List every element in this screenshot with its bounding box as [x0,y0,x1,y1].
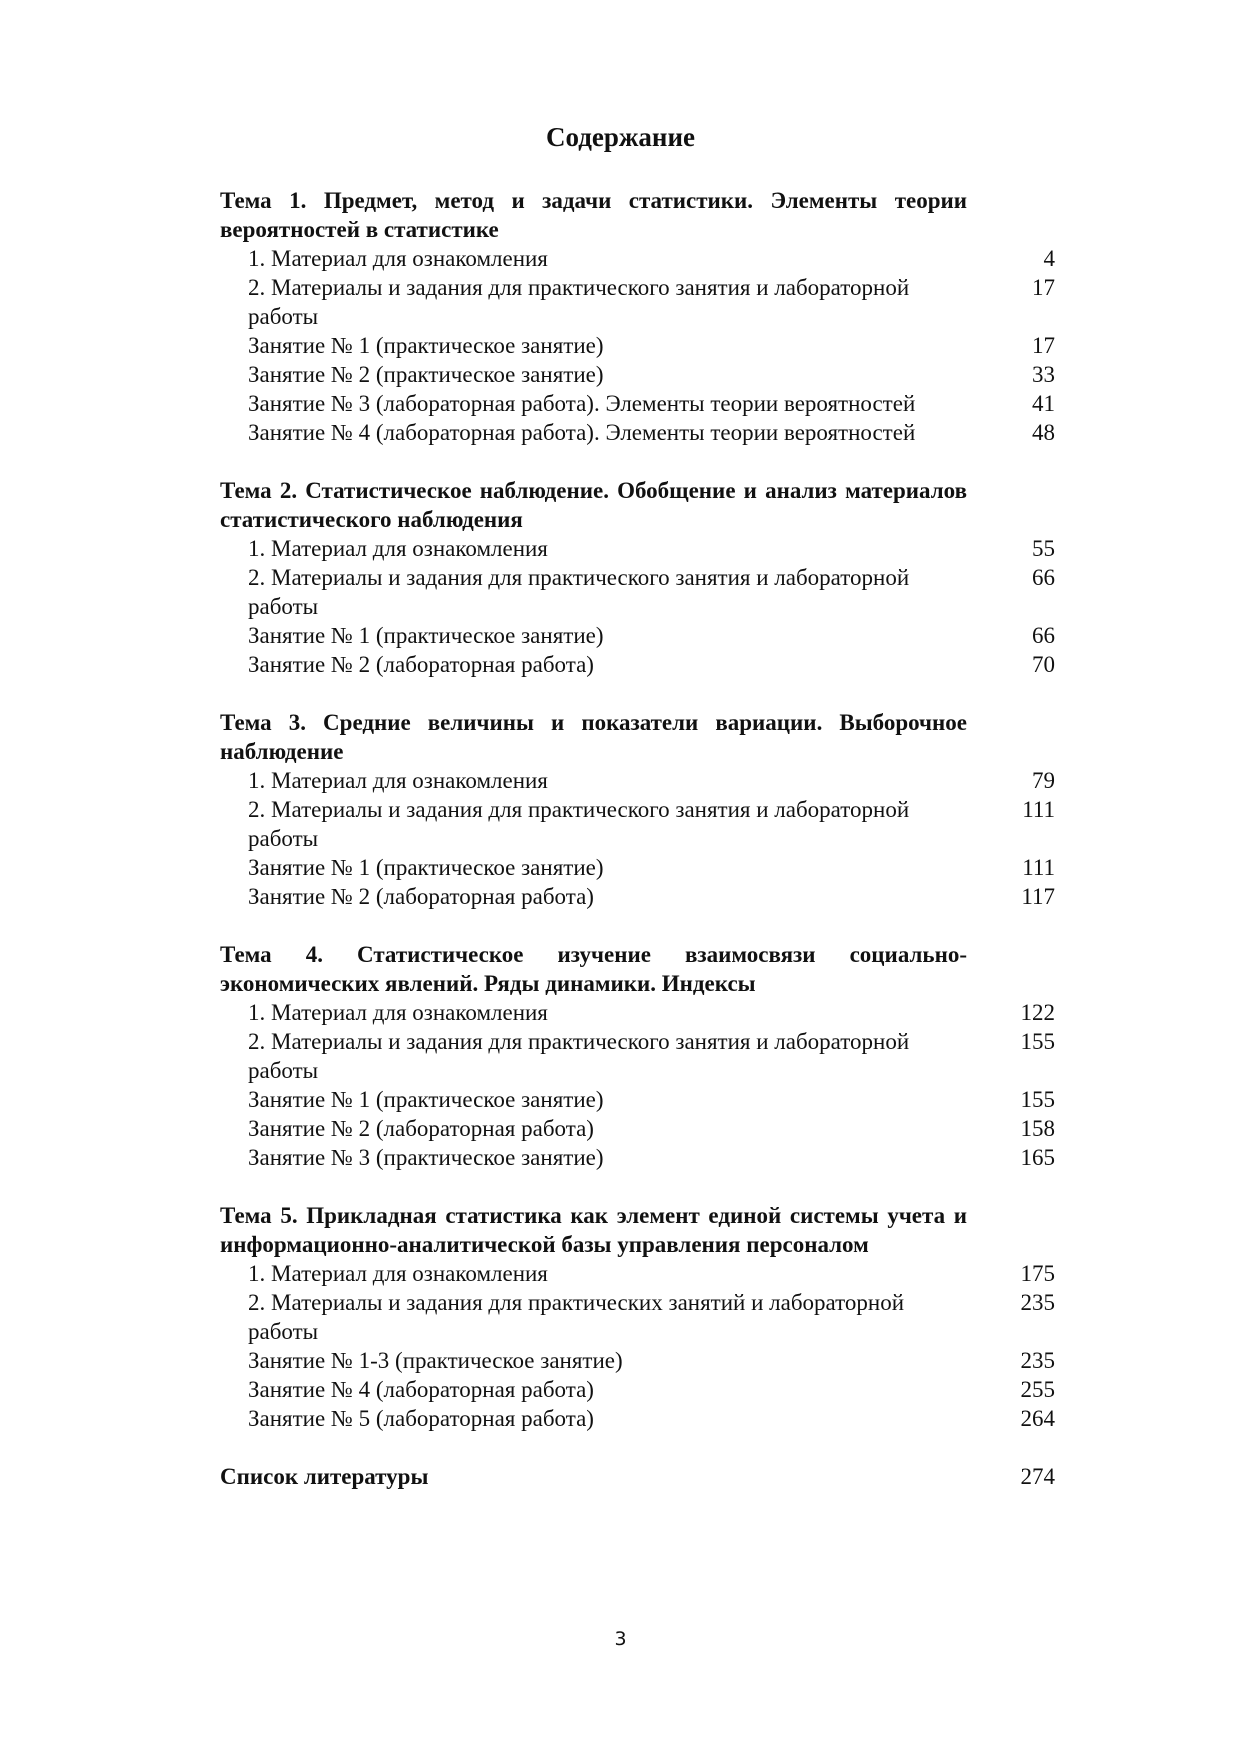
entry-text: 1. Материал для ознакомления [248,536,548,561]
toc-entry [220,650,1055,679]
entry-page: 33 [1032,362,1055,387]
entry-page: 17 [1032,275,1055,300]
toc-section-2 [220,476,1055,679]
toc-entry [220,1114,1055,1143]
entry-page: 111 [1022,855,1055,880]
toc-section-5 [220,1201,1055,1433]
literature-title: Список литературы [220,1464,429,1489]
entry-page: 117 [1021,884,1055,909]
entry-text: 1. Материал для ознакомления [248,246,548,271]
entry-text: 2. Материалы и задания для практических занятий и лабораторной работы [248,1290,905,1344]
entry-page: 79 [1032,768,1055,793]
entry-text: Занятие № 3 (лабораторная работа). Элементы теории вероятностей [248,391,916,416]
entry-text: 1. Материал для ознакомления [248,1261,548,1286]
entry-page: 165 [1020,1145,1055,1170]
toc-entry [220,1375,1055,1404]
entry-text: Занятие № 1-3 (практическое занятие) [248,1348,623,1373]
entry-text: Занятие № 4 (лабораторная работа). Элементы теории вероятностей [248,420,916,445]
toc-entry [220,882,1055,911]
entry-text: Занятие № 2 (лабораторная работа) [248,652,594,677]
toc-entry [220,1143,1055,1172]
section-title: Тема 2. Статистическое наблюдение. Обобщение и анализ материалов статистического наблюдения [220,478,967,532]
entry-page: 255 [1020,1377,1055,1402]
entry-page: 235 [1020,1348,1055,1373]
toc-entry [220,1404,1055,1433]
entry-text: Занятие № 1 (практическое занятие) [248,855,604,880]
entry-text: Занятие № 1 (практическое занятие) [248,623,604,648]
toc-entry [220,360,1055,389]
entry-page: 70 [1032,652,1055,677]
toc-entry [220,563,1055,621]
entry-text: Занятие № 1 (практическое занятие) [248,1087,604,1112]
toc-section-4 [220,940,1055,1172]
entry-page: 155 [1020,1087,1055,1112]
entry-page: 158 [1020,1116,1055,1141]
entry-text: 2. Материалы и задания для практического занятия и лабораторной работы [248,275,910,329]
toc-entry [220,1027,1055,1085]
entry-page: 155 [1020,1029,1055,1054]
entry-text: 1. Материал для ознакомления [248,1000,548,1025]
section-title: Тема 5. Прикладная статистика как элемент единой системы учета и информационно-аналитической базы управления персоналом [220,1203,967,1257]
section-title: Тема 3. Средние величины и показатели вариации. Выборочное наблюдение [220,710,967,764]
toc-section-1 [220,186,1055,447]
entry-text: Занятие № 2 (лабораторная работа) [248,1116,594,1141]
entry-text: Занятие № 2 (лабораторная работа) [248,884,594,909]
entry-text: Занятие № 3 (практическое занятие) [248,1145,604,1170]
entry-page: 41 [1032,391,1055,416]
toc-entry [220,244,1055,273]
table-of-contents [220,186,1055,1491]
entry-page: 48 [1032,420,1055,445]
entry-text: 2. Материалы и задания для практического занятия и лабораторной работы [248,565,910,619]
toc-section-3 [220,708,1055,911]
toc-entry [220,1259,1055,1288]
entry-page: 4 [1043,246,1055,271]
entry-page: 66 [1032,623,1055,648]
entry-page: 17 [1032,333,1055,358]
toc-entry [220,534,1055,563]
entry-text: Занятие № 4 (лабораторная работа) [248,1377,594,1402]
page-number: 3 [614,1628,627,1650]
entry-text: 2. Материалы и задания для практического занятия и лабораторной работы [248,1029,910,1083]
toc-entry [220,1346,1055,1375]
entry-page: 55 [1032,536,1055,561]
toc-entry [220,1085,1055,1114]
section-title: Тема 1. Предмет, метод и задачи статистики. Элементы теории вероятностей в статистике [220,188,967,242]
toc-entry [220,795,1055,853]
toc-entry [220,331,1055,360]
page-title: Содержание [545,122,696,152]
toc-entry [220,766,1055,795]
entry-page: 175 [1020,1261,1055,1286]
toc-entry [220,418,1055,447]
toc-entry [220,621,1055,650]
entry-text: 2. Материалы и задания для практического занятия и лабораторной работы [248,797,910,851]
entry-page: 111 [1022,797,1055,822]
entry-text: Занятие № 2 (практическое занятие) [248,362,604,387]
entry-page: 66 [1032,565,1055,590]
toc-entry [220,389,1055,418]
entry-text: Занятие № 5 (лабораторная работа) [248,1406,594,1431]
toc-entry [220,273,1055,331]
entry-page: 235 [1020,1290,1055,1315]
toc-entry [220,1288,1055,1346]
section-title: Тема 4. Статистическое изучение взаимосвязи социально-экономических явлений. Ряды динамики. Индексы [220,942,967,996]
entry-page: 122 [1020,1000,1055,1025]
entry-page: 264 [1020,1406,1055,1431]
entry-text: Занятие № 1 (практическое занятие) [248,333,604,358]
literature-page: 274 [1020,1464,1055,1489]
toc-entry [220,998,1055,1027]
entry-text: 1. Материал для ознакомления [248,768,548,793]
toc-entry [220,853,1055,882]
literature-entry [220,1462,1055,1491]
